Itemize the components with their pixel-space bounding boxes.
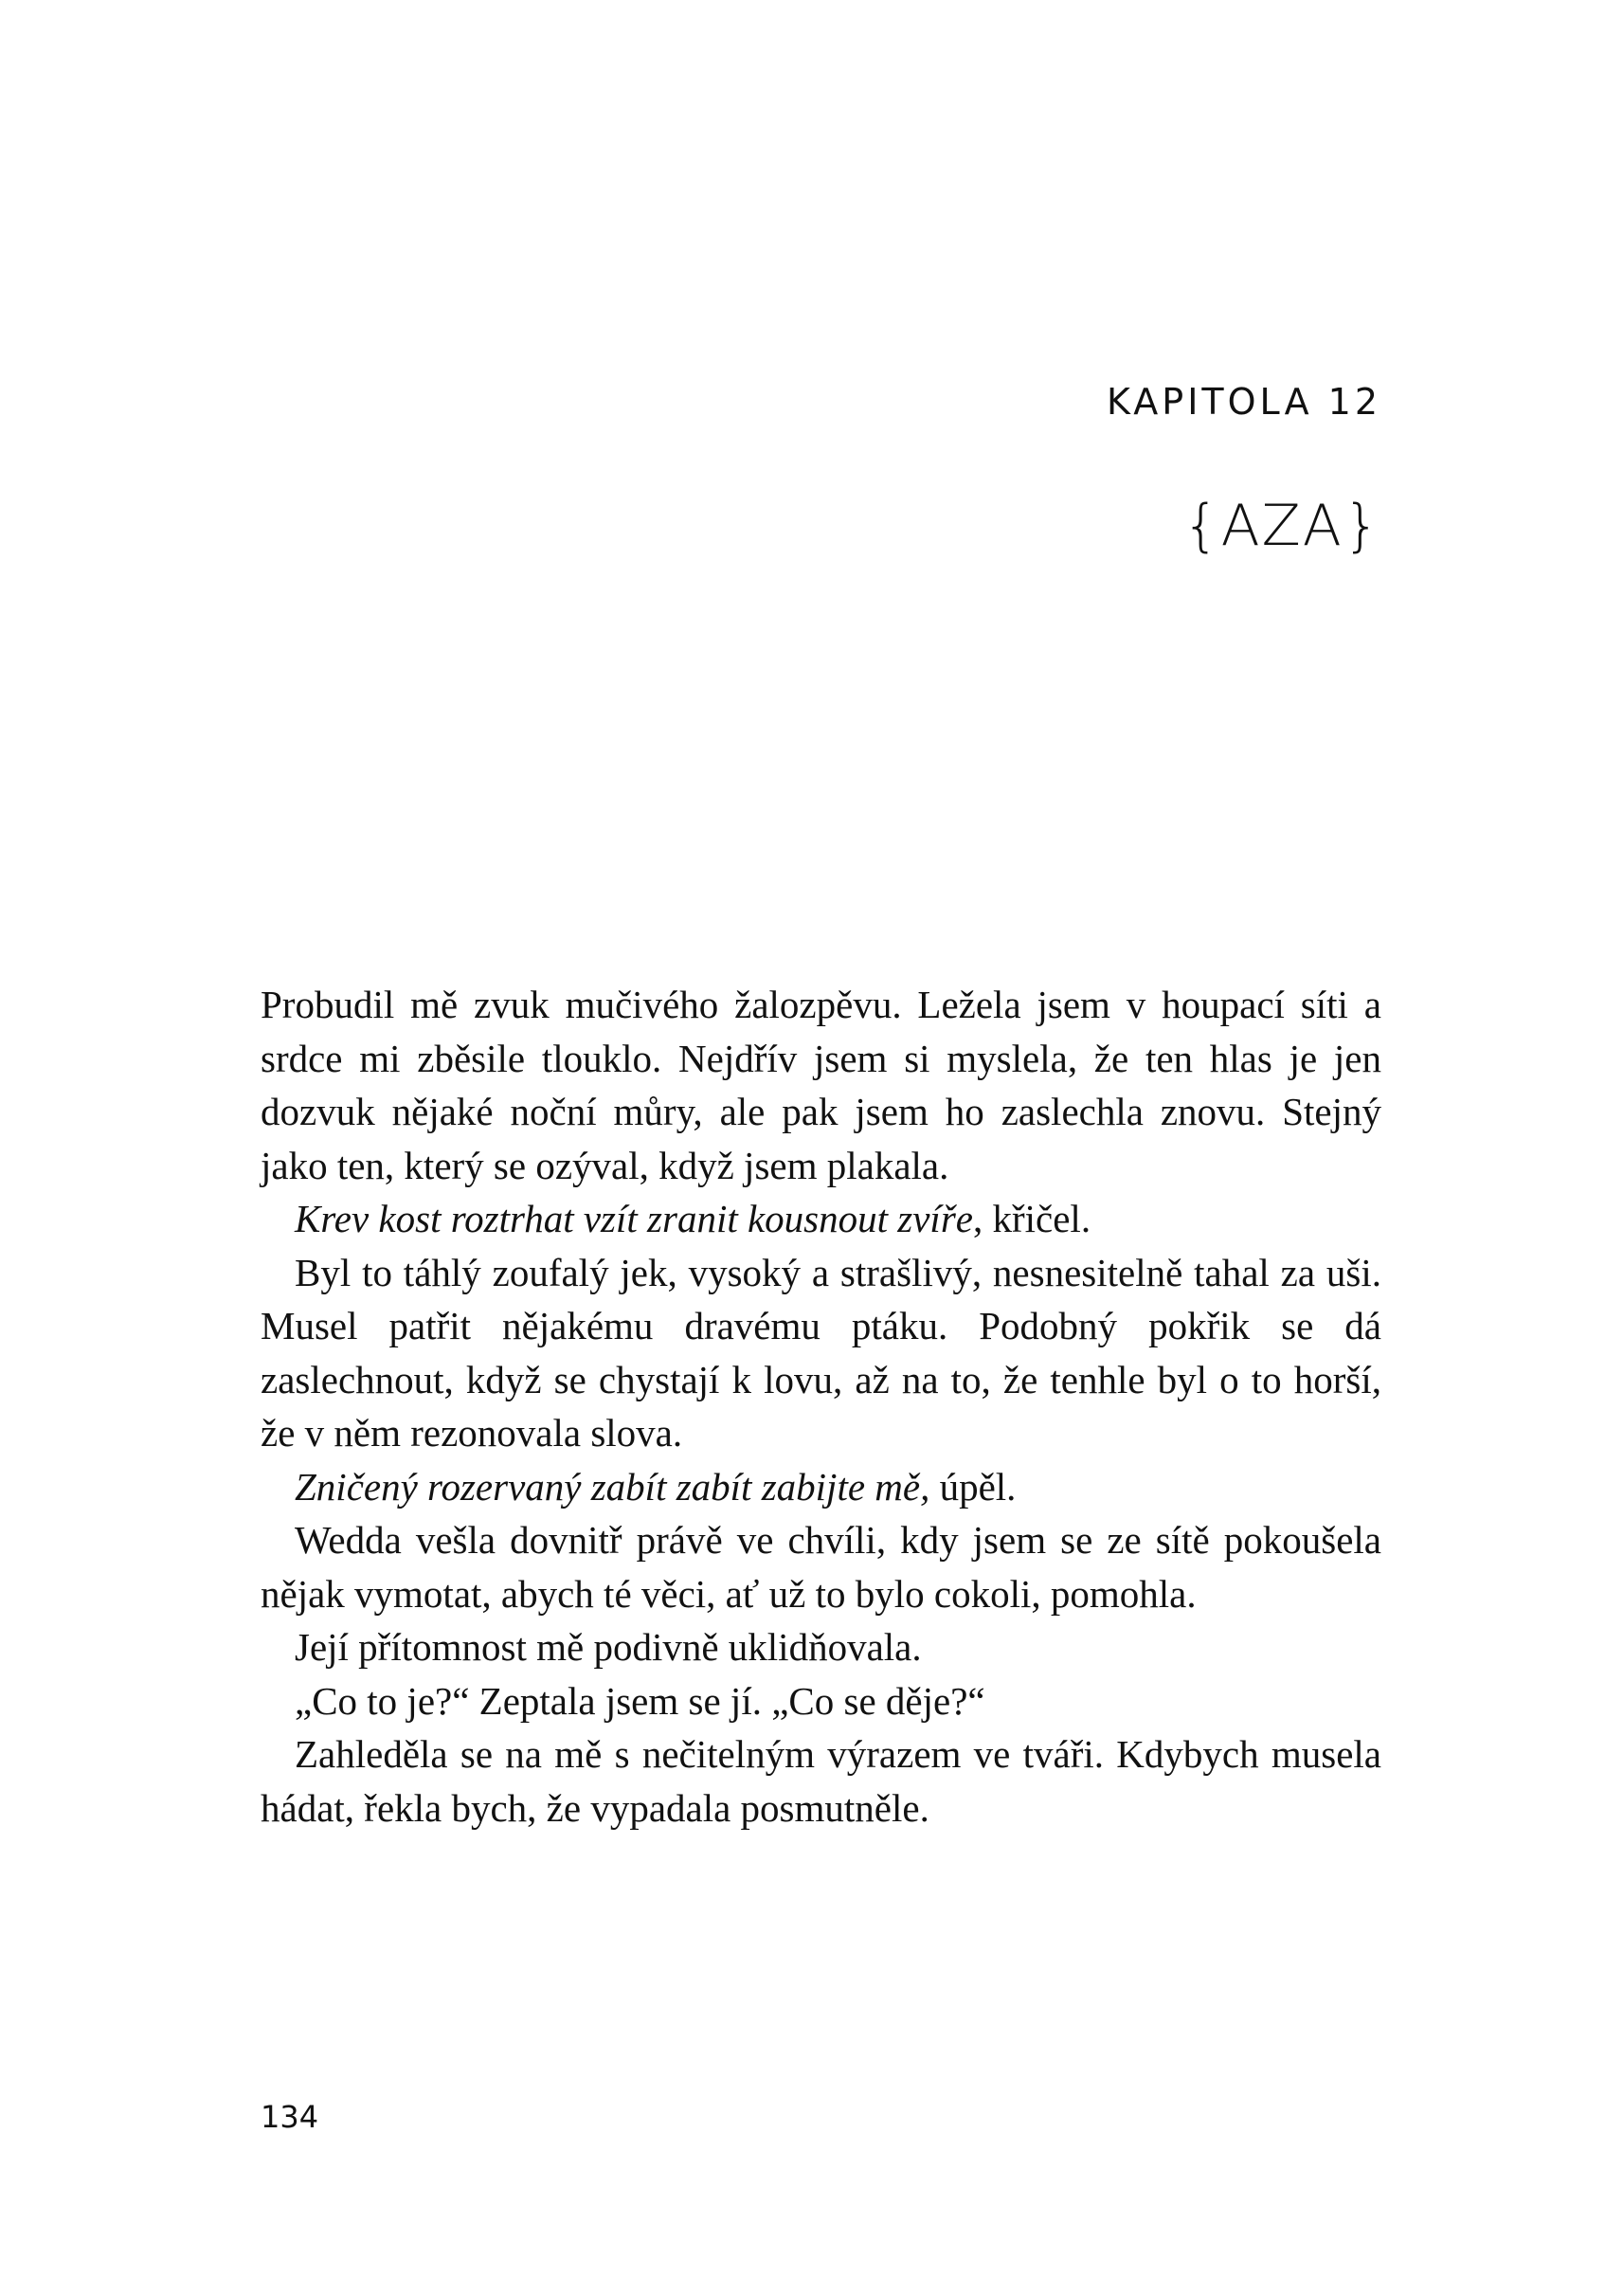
paragraph-text: úpěl. bbox=[929, 1464, 1017, 1509]
paragraph: Byl to táhlý zoufalý jek, vysoký a strašlivý, nesnesitelně tahal za uši. Musel patřit nějakému dravému ptáku. Podobný pokřik se dá zaslechnout, když se chystají k lovu, až na to, že tenhle byl o to horší, že v něm rezonovala slova. bbox=[261, 1250, 1381, 1455]
paragraph: Probudil mě zvuk mučivého žalozpěvu. Ležela jsem v houpací síti a srdce mi zběsile tlouklo. Nejdřív jsem si myslela, že ten hlas je jen dozvuk nějaké noční můry, ale pak jsem ho zaslechla znovu. Stejný jako ten, který se ozýval, když jsem plakala. bbox=[261, 983, 1381, 1187]
paragraph: „Co to je?“ Zeptala jsem se jí. „Co se děje?“ bbox=[295, 1678, 985, 1723]
paragraph: Wedda vešla dovnitř právě ve chvíli, kdy jsem se ze sítě pokoušela nějak vymotat, abych té věci, ať už to bylo cokoli, pomohla. bbox=[261, 1518, 1381, 1616]
chapter-number: KAPITOLA 12 bbox=[1107, 381, 1381, 423]
body-text bbox=[261, 978, 1381, 1835]
chapter-title: {AZA} bbox=[1182, 493, 1381, 559]
paragraph: Její přítomnost mě podivně uklidňovala. bbox=[295, 1625, 922, 1669]
page-number: 134 bbox=[261, 2099, 319, 2135]
paragraph bbox=[261, 1460, 1381, 1514]
paragraph bbox=[261, 1192, 1381, 1246]
italic-text: Krev kost roztrhat vzít zranit kousnout zvíře bbox=[295, 1197, 973, 1240]
italic-text: Zničený rozervaný zabít zabít zabijte mě, bbox=[295, 1464, 930, 1509]
paragraph: Zahleděla se na mě s nečitelným výrazem ve tváři. Kdybych musela hádat, řekla bych, že vypadala posmutněle. bbox=[261, 1732, 1381, 1830]
paragraph-text: , křičel. bbox=[972, 1197, 1091, 1240]
